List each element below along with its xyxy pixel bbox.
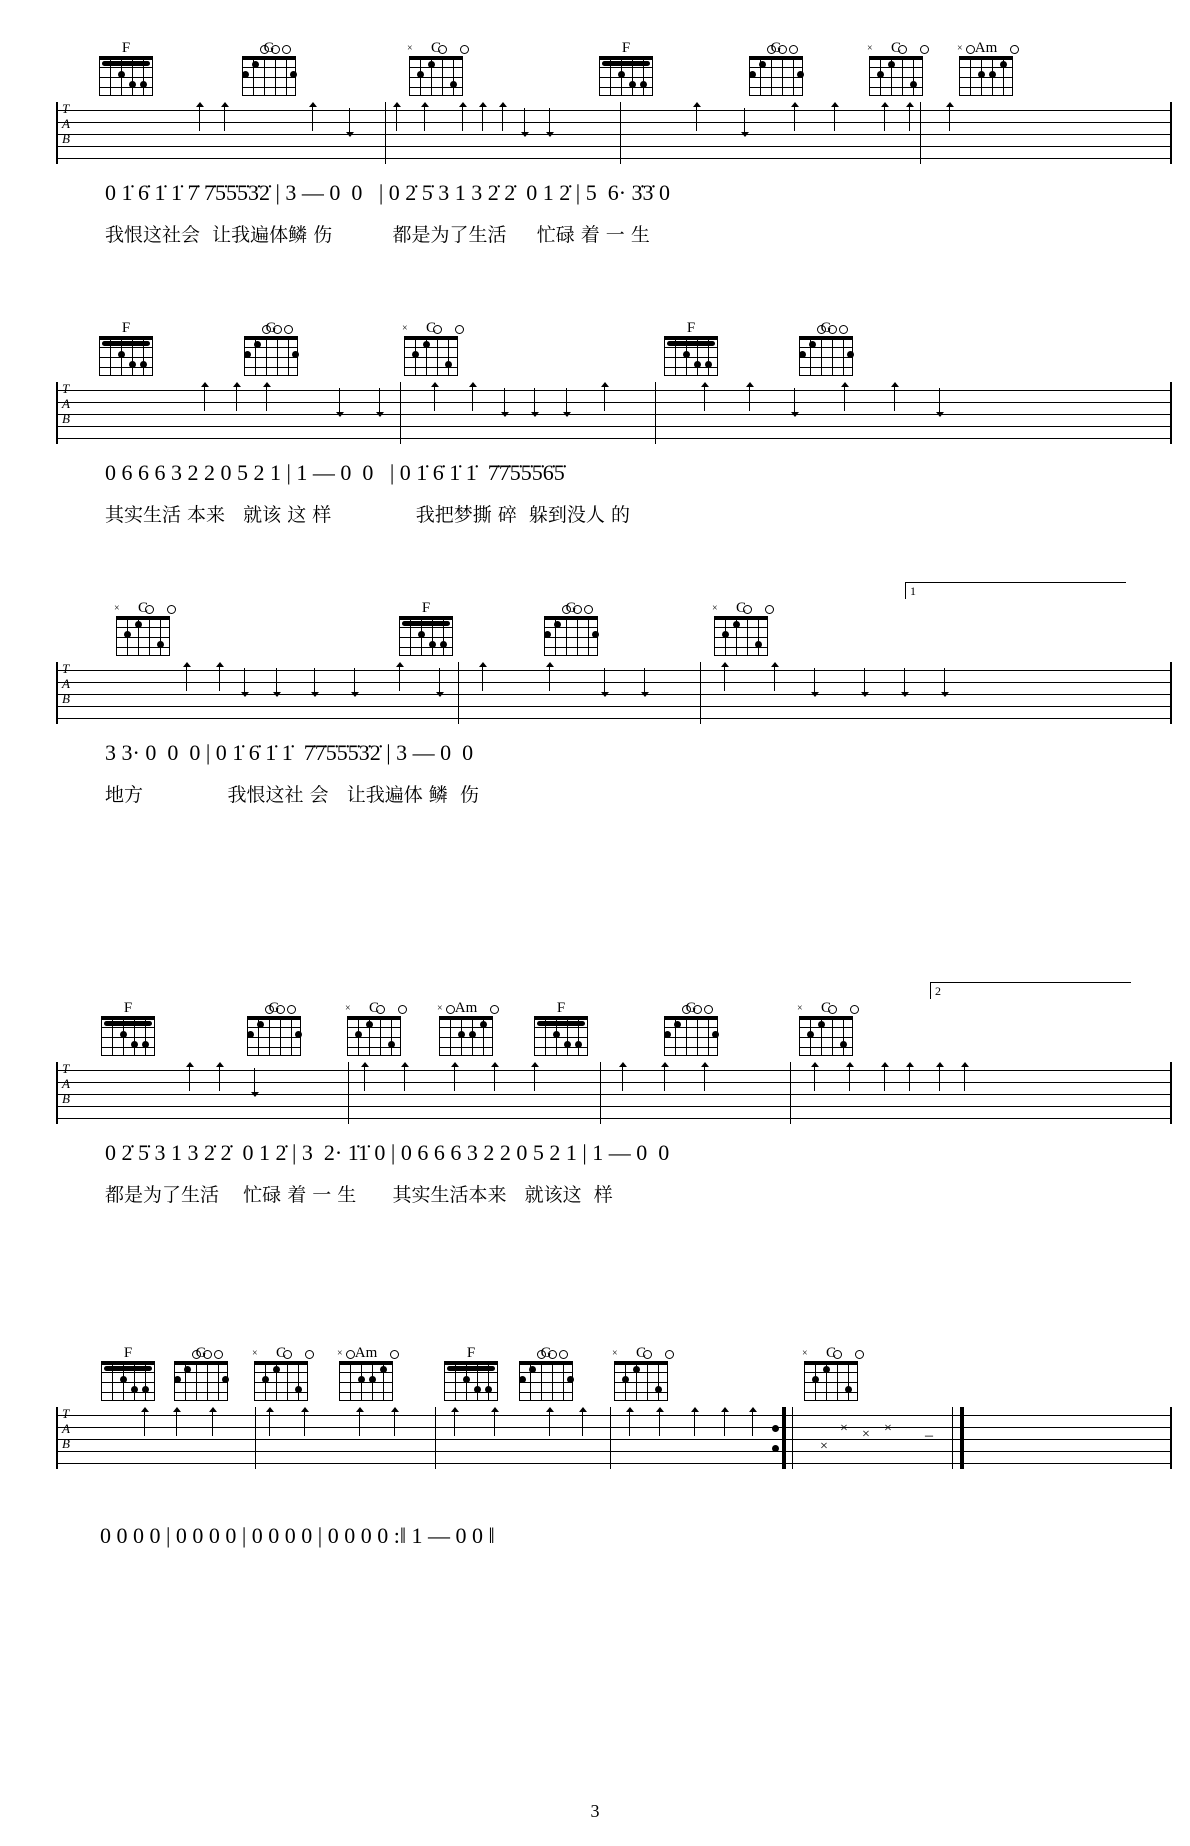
strum-up-arrow <box>390 1407 399 1436</box>
tab-staff <box>0 1062 1190 1126</box>
chord-diagram <box>400 320 462 376</box>
strum-down-arrow <box>335 388 344 417</box>
chord-grid <box>101 1016 155 1056</box>
notation-text: 0 0 0 0 | 0 0 0 0 | 0 0 0 0 | 0 0 0 0 :‖ 1 — 0 0 ‖ <box>100 1523 495 1548</box>
strum-up-arrow <box>468 382 477 411</box>
chord-diagram <box>243 1000 305 1056</box>
chord-name: C <box>735 600 746 616</box>
strum-down-arrow <box>435 668 444 697</box>
strum-down-arrow <box>250 1068 259 1097</box>
strum-down-arrow <box>500 388 509 417</box>
strum-up-arrow <box>395 662 404 691</box>
strum-up-arrow <box>905 1062 914 1091</box>
chord-grid: × <box>404 336 458 376</box>
strum-up-arrow <box>478 662 487 691</box>
chord-diagram <box>405 40 467 96</box>
chord-grid <box>534 1016 588 1056</box>
chord-diagram-row <box>0 1345 1190 1405</box>
tab-clef: T A B <box>62 101 70 146</box>
chord-name: Am <box>974 40 998 56</box>
strum-up-arrow <box>140 1407 149 1436</box>
strum-down-arrow <box>810 668 819 697</box>
chord-name: C <box>275 1345 286 1361</box>
chord-diagram <box>800 1345 862 1401</box>
strum-up-arrow <box>182 662 191 691</box>
chord-name: G <box>540 1345 552 1361</box>
strum-up-arrow <box>690 1407 699 1436</box>
strum-up-arrow <box>265 1407 274 1436</box>
chord-grid <box>244 336 298 376</box>
chord-name: F <box>121 40 131 56</box>
strum-down-arrow <box>375 388 384 417</box>
chord-grid <box>544 616 598 656</box>
strum-down-arrow <box>310 668 319 697</box>
strum-up-arrow <box>450 1407 459 1436</box>
strum-up-arrow <box>840 382 849 411</box>
notation-text: 3 3· 0 0 0 | 0 1̇ 6̇ 1̇ 1̇ 7̇7̇5̇5̇5̇3̇2̇ | 3 — 0 0 <box>105 740 474 765</box>
chord-grid <box>399 616 453 656</box>
strum-down-arrow <box>860 668 869 697</box>
strum-down-arrow <box>640 668 649 697</box>
strum-up-arrow <box>195 102 204 131</box>
strum-up-arrow <box>790 102 799 131</box>
chord-grid <box>242 56 296 96</box>
strum-up-arrow <box>720 1407 729 1436</box>
chord-diagram <box>240 320 302 376</box>
chord-grid: × <box>869 56 923 96</box>
chord-grid: × <box>959 56 1013 96</box>
strum-up-arrow <box>392 102 401 131</box>
strum-up-arrow <box>262 382 271 411</box>
strum-down-arrow <box>240 668 249 697</box>
chord-diagram <box>710 600 772 656</box>
strum-up-arrow <box>945 102 954 131</box>
tab-clef: T A B <box>62 1061 70 1106</box>
tab-staff <box>0 1407 1190 1471</box>
notation-text: 0 6 6 6 3 2 2 0 5 2 1 | 1 — 0 0 | 0 1̇ 6̇ 1̇ 1̇ 7̇7̇5̇5̇5̇6̇5̇ <box>105 460 565 485</box>
notation-text: 0 1̇ 6̇ 1̇ 1̇ 7̇ 7̇5̇5̇5̇3̇2̇ | 3 — 0 0 | 0 2̇ 5̇ 3 1 3 2̇ 2̇ 0 1 2̇ | 5 6· 3̇3̇ 0 <box>105 180 671 205</box>
chord-name: G <box>265 320 277 336</box>
tab-staff <box>0 662 1190 726</box>
second-ending-bracket <box>930 982 1131 999</box>
strum-up-arrow <box>578 1407 587 1436</box>
numbered-notation-line <box>0 740 1190 780</box>
numbered-notation-line <box>0 460 1190 500</box>
strum-down-arrow <box>900 668 909 697</box>
strum-up-arrow <box>215 662 224 691</box>
chord-grid <box>99 336 153 376</box>
chord-name: G <box>685 1000 697 1016</box>
chord-grid: × <box>799 1016 853 1056</box>
lyrics-text: 都是为了生活 忙碌 着 一 生 其实生活本来 就该这 样 <box>105 1184 613 1206</box>
strum-up-arrow <box>905 102 914 131</box>
strum-up-arrow <box>660 1062 669 1091</box>
final-barline <box>960 1407 964 1469</box>
chord-diagram <box>170 1345 232 1401</box>
chord-name: C <box>368 1000 379 1016</box>
tab-staff <box>0 102 1190 166</box>
strum-up-arrow <box>490 1062 499 1091</box>
strum-up-arrow <box>845 1062 854 1091</box>
strum-up-arrow <box>935 1062 944 1091</box>
chord-grid: × <box>714 616 768 656</box>
strum-up-arrow <box>430 382 439 411</box>
strum-up-arrow <box>692 102 701 131</box>
chord-name: C <box>820 1000 831 1016</box>
strum-up-arrow <box>215 1062 224 1091</box>
strum-up-arrow <box>625 1407 634 1436</box>
chord-name: F <box>121 320 131 336</box>
strum-up-arrow <box>600 382 609 411</box>
chord-diagram-row <box>0 600 1190 660</box>
strum-up-arrow <box>700 1062 709 1091</box>
chord-name: C <box>430 40 441 56</box>
lyrics-text: 地方 我恨这社 会 让我遍体 鳞 伤 <box>105 784 479 806</box>
page-number: 3 <box>590 1801 600 1821</box>
strum-up-arrow <box>830 102 839 131</box>
chord-grid: × <box>254 1361 308 1401</box>
chord-diagram <box>955 40 1017 96</box>
mute-x-notehead: × <box>840 1421 848 1436</box>
numbered-notation-line <box>0 1523 1190 1563</box>
system-3 <box>0 584 1190 810</box>
mute-x-notehead: × <box>820 1439 828 1454</box>
system-1 <box>0 40 1190 250</box>
chord-grid: × <box>439 1016 493 1056</box>
chord-diagram <box>660 1000 722 1056</box>
lyrics-text: 我恨这社会 让我遍体鳞 伤 都是为了生活 忙碌 着 一 生 <box>105 224 650 246</box>
chord-diagram-row <box>0 40 1190 100</box>
chord-diagram <box>335 1345 397 1401</box>
chord-diagram <box>795 1000 857 1056</box>
chord-name: F <box>123 1345 133 1361</box>
chord-grid: × <box>804 1361 858 1401</box>
chord-diagram-row <box>0 320 1190 380</box>
chord-diagram <box>112 600 174 656</box>
chord-grid <box>519 1361 573 1401</box>
strum-up-arrow <box>220 102 229 131</box>
chord-grid <box>99 56 153 96</box>
chord-name: Am <box>454 1000 478 1016</box>
strum-up-arrow <box>172 1407 181 1436</box>
chord-diagram <box>660 320 722 376</box>
strum-up-arrow <box>300 1407 309 1436</box>
chord-diagram <box>95 320 157 376</box>
chord-grid <box>664 1016 718 1056</box>
chord-name: G <box>268 1000 280 1016</box>
strum-down-arrow <box>530 388 539 417</box>
chord-name: C <box>425 320 436 336</box>
first-ending-bracket <box>905 582 1126 599</box>
chord-name: C <box>890 40 901 56</box>
strum-up-arrow <box>232 382 241 411</box>
chord-diagram <box>540 600 602 656</box>
strum-up-arrow <box>618 1062 627 1091</box>
strum-up-arrow <box>655 1407 664 1436</box>
system-5 <box>0 1345 1190 1563</box>
strum-down-arrow <box>935 388 944 417</box>
tab-staff <box>0 382 1190 446</box>
chord-diagram <box>610 1345 672 1401</box>
strum-down-arrow <box>600 668 609 697</box>
strum-up-arrow <box>208 1407 217 1436</box>
strum-down-arrow <box>740 108 749 137</box>
lyrics-line <box>0 1180 1190 1210</box>
chord-diagram <box>435 1000 497 1056</box>
repeat-barline <box>782 1407 786 1469</box>
strum-up-arrow <box>420 102 429 131</box>
chord-name: C <box>825 1345 836 1361</box>
chord-diagram <box>238 40 300 96</box>
strum-down-arrow <box>350 668 359 697</box>
strum-up-arrow <box>880 102 889 131</box>
strum-up-arrow <box>458 102 467 131</box>
chord-diagram <box>530 1000 592 1056</box>
strum-up-arrow <box>880 1062 889 1091</box>
dash-symbol: – <box>925 1427 933 1444</box>
tab-clef: T A B <box>62 381 70 426</box>
chord-diagram <box>97 1345 159 1401</box>
chord-grid: × <box>347 1016 401 1056</box>
system-4 <box>0 984 1190 1210</box>
chord-diagram <box>95 40 157 96</box>
lyrics-line <box>0 780 1190 810</box>
chord-diagram <box>595 40 657 96</box>
strum-up-arrow <box>200 382 209 411</box>
strum-up-arrow <box>545 1407 554 1436</box>
strum-down-arrow <box>562 388 571 417</box>
chord-name: F <box>556 1000 566 1016</box>
strum-up-arrow <box>360 1062 369 1091</box>
strum-up-arrow <box>530 1062 539 1091</box>
system-2 <box>0 320 1190 530</box>
chord-grid <box>101 1361 155 1401</box>
chord-grid: × <box>339 1361 393 1401</box>
strum-up-arrow <box>490 1407 499 1436</box>
chord-grid <box>799 336 853 376</box>
strum-down-arrow <box>520 108 529 137</box>
strum-up-arrow <box>545 662 554 691</box>
chord-name: G <box>770 40 782 56</box>
numbered-notation-line <box>0 1140 1190 1180</box>
mute-x-notehead: × <box>862 1427 870 1442</box>
numbered-notation-line <box>0 180 1190 220</box>
chord-diagram <box>515 1345 577 1401</box>
chord-grid <box>174 1361 228 1401</box>
strum-down-arrow <box>545 108 554 137</box>
chord-name: F <box>421 600 431 616</box>
chord-diagram <box>795 320 857 376</box>
mute-x-notehead: × <box>884 1421 892 1436</box>
chord-grid <box>247 1016 301 1056</box>
strum-down-arrow <box>940 668 949 697</box>
lyrics-text: 其实生活 本来 就该 这 样 我把梦撕 碎 躲到没人 的 <box>105 504 630 526</box>
chord-diagram-row <box>0 1000 1190 1060</box>
strum-up-arrow <box>400 1062 409 1091</box>
notation-text: 0 2̇ 5̇ 3 1 3 2̇ 2̇ 0 1 2̇ | 3 2· 1̇1̇ 0 | 0 6 6 6 3 2 2 0 5 2 1 | 1 — 0 0 <box>105 1140 670 1165</box>
chord-grid: × <box>409 56 463 96</box>
chord-name: F <box>686 320 696 336</box>
strum-up-arrow <box>498 102 507 131</box>
chord-name: G <box>195 1345 207 1361</box>
strum-down-arrow <box>790 388 799 417</box>
strum-up-arrow <box>960 1062 969 1091</box>
strum-down-arrow <box>272 668 281 697</box>
chord-grid <box>664 336 718 376</box>
strum-down-arrow <box>345 108 354 137</box>
chord-diagram <box>343 1000 405 1056</box>
chord-diagram <box>250 1345 312 1401</box>
chord-grid <box>749 56 803 96</box>
strum-up-arrow <box>745 382 754 411</box>
chord-name: C <box>137 600 148 616</box>
chord-grid: × <box>116 616 170 656</box>
ending-number: 2 <box>935 984 941 998</box>
chord-diagram <box>97 1000 159 1056</box>
strum-up-arrow <box>890 382 899 411</box>
strum-up-arrow <box>185 1062 194 1091</box>
lyrics-line <box>0 220 1190 250</box>
strum-up-arrow <box>478 102 487 131</box>
chord-diagram <box>745 40 807 96</box>
chord-grid <box>444 1361 498 1401</box>
strum-up-arrow <box>810 1062 819 1091</box>
chord-name: G <box>263 40 275 56</box>
strum-up-arrow <box>700 382 709 411</box>
chord-name: C <box>635 1345 646 1361</box>
chord-name: F <box>621 40 631 56</box>
chord-diagram <box>395 600 457 656</box>
strum-up-arrow <box>770 662 779 691</box>
chord-name: F <box>123 1000 133 1016</box>
chord-name: G <box>565 600 577 616</box>
chord-grid <box>599 56 653 96</box>
chord-grid: × <box>614 1361 668 1401</box>
tab-clef: T A B <box>62 1406 70 1451</box>
lyrics-line <box>0 500 1190 530</box>
strum-up-arrow <box>748 1407 757 1436</box>
chord-name: Am <box>354 1345 378 1361</box>
chord-diagram <box>865 40 927 96</box>
strum-up-arrow <box>355 1407 364 1436</box>
chord-diagram <box>440 1345 502 1401</box>
ending-number: 1 <box>910 584 916 598</box>
strum-up-arrow <box>450 1062 459 1091</box>
strum-up-arrow <box>308 102 317 131</box>
tab-clef: T A B <box>62 661 70 706</box>
chord-name: G <box>820 320 832 336</box>
strum-up-arrow <box>720 662 729 691</box>
chord-name: F <box>466 1345 476 1361</box>
